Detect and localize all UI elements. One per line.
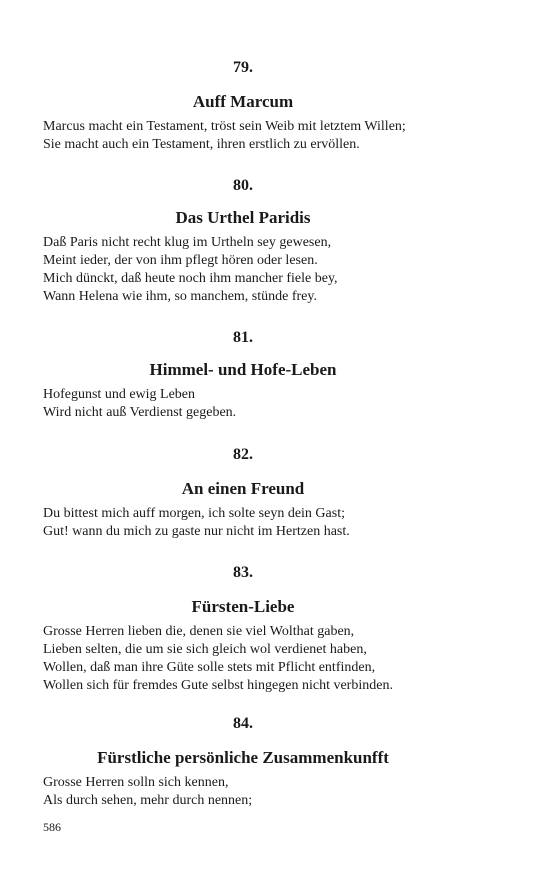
poem-number: 83. — [233, 564, 253, 581]
poem-title: Fürsten-Liebe — [191, 597, 295, 616]
poem-lines — [43, 505, 443, 541]
poem-82 — [43, 445, 443, 541]
poem-line: Sie macht auch ein Testament, ihren erstlich zu ervöllen. — [43, 137, 360, 152]
poem-title: Das Urthel Paridis — [175, 208, 311, 227]
poem-80 — [43, 176, 443, 306]
poem-line: Du bittest mich auff morgen, ich solte seyn dein Gast; — [43, 506, 345, 521]
poem-title: Fürstliche persönliche Zusammenkunfft — [97, 748, 389, 767]
poem-lines — [43, 774, 443, 810]
poem-line: Grosse Herren solln sich kennen, — [43, 775, 229, 790]
poem-line: Mich dünckt, daß heute noch ihm mancher fiele bey, — [43, 271, 338, 286]
poem-number: 84. — [233, 715, 253, 732]
poem-line: Wird nicht auß Verdienst gegeben. — [43, 405, 237, 420]
poem-line: Wollen, daß man ihre Güte solle stets mit Pflicht entfinden, — [43, 660, 376, 675]
poem-lines — [43, 234, 443, 306]
poem-line: Marcus macht ein Testament, tröst sein Weib mit letztem Willen; — [43, 119, 406, 134]
poem-lines — [43, 386, 443, 422]
poem-title: Auff Marcum — [192, 92, 294, 111]
poem-79 — [43, 58, 443, 154]
poem-line: Als durch sehen, mehr durch nennen; — [43, 793, 253, 808]
poem-83 — [43, 563, 443, 695]
poem-number: 82. — [233, 446, 253, 463]
poem-line: Lieben selten, die um sie sich gleich wol verdienet haben, — [43, 642, 367, 657]
poem-81 — [43, 328, 443, 422]
page-number: 586 — [43, 820, 61, 834]
poem-84 — [43, 714, 443, 810]
poem-line: Gut! wann du mich zu gaste nur nicht im Hertzen hast. — [43, 524, 350, 539]
poem-title: An einen Freund — [181, 479, 305, 498]
poem-title: Himmel- und Hofe-Leben — [149, 360, 337, 379]
poem-line: Wann Helena wie ihm, so manchem, stünde frey. — [43, 289, 317, 304]
poem-lines — [43, 623, 443, 695]
poem-number: 79. — [233, 59, 253, 76]
poem-line: Daß Paris nicht recht klug im Urtheln sey gewesen, — [43, 235, 332, 250]
poem-line: Grosse Herren lieben die, denen sie viel Wolthat gaben, — [43, 624, 355, 639]
poem-number: 81. — [233, 329, 253, 346]
poem-number: 80. — [233, 177, 253, 194]
poem-lines — [43, 118, 443, 154]
poem-line: Hofegunst und ewig Leben — [43, 387, 196, 402]
poem-line: Wollen sich für fremdes Gute selbst hingegen nicht verbinden. — [43, 678, 393, 693]
poem-line: Meint ieder, der von ihm pflegt hören oder lesen. — [43, 253, 318, 268]
